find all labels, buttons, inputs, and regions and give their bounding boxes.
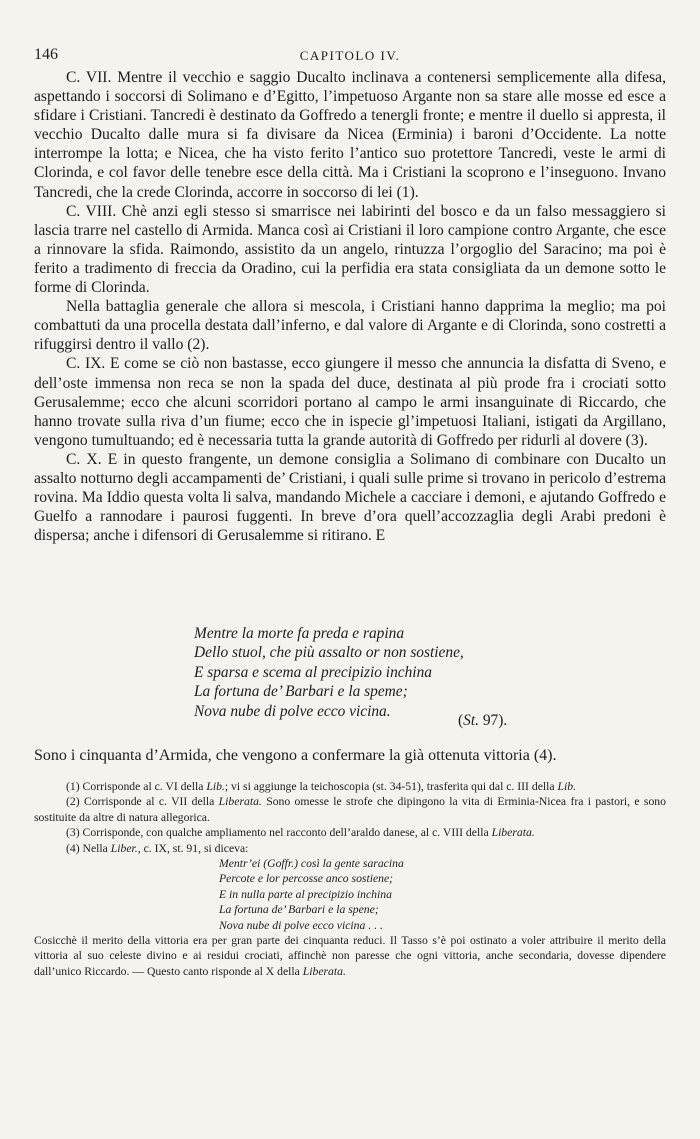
page-header: [34, 46, 666, 68]
footnote-4: (4) Nella Liber., c. IX, st. 91, si diceva:: [66, 841, 249, 855]
footnote-3: (3) Corrisponde, con qualche ampliamento nel racconto dell’araldo danese, al c. VIII della Liberata.: [66, 826, 535, 840]
paragraph-battle: Nella battaglia generale che allora si mescola, i Cristiani hanno dapprima la meglio; ma poi combattuti da una procella destata dall’inferno, e dal valore di Argante e di Clorinda, sono costretti a rifuggirsi dentro il vallo (2).: [34, 298, 666, 354]
verse-line: Mentre la morte fa preda e rapina: [194, 625, 405, 642]
paragraph-canto-8: C. VIII. Chè anzi egli stesso si smarrisce nei labirinti del bosco e da un falso messaggiero si lascia trarre nel castello di Armida. Manca così ai Cristiani il loro campione contro Argante, che esce a rinnovare la sfida. Raimondo, assistito da un angelo, rintuzza l’orgoglio del Saracino; ma poi è ferito a tradimento di freccia da Oradino, cui la perfidia era stata consigliata da un demone sotto le forme di Clorinda.: [34, 202, 666, 297]
page-number: 146: [34, 46, 58, 63]
paragraph-canto-7: C. VII. Mentre il vecchio e saggio Ducalto inclinava a contenersi semplicemente alla difesa, aspettando i soccorsi di Solimano e d’Egitto, l’impetuoso Argante non sa stare alle mosse ed esce a sfidare i Cristiani. Tancredi è destinato da Goffredo a tenergli fronte; e mentre il duello si appresta, il vecchio Ducalto dalle mura si fa divisare da Nicea (Erminia) i baroni d’Occidente. La notte interrompe la lotta; e Nicea, che ha visto ferito l’antico suo protettore Tancredi, veste le armi di Clorinda, e col favor delle tenebre esce della città. Ma i Cristiani la scoprono e l’inseguono. Invano Tancredi, che la crede Clorinda, accorre in soccorso di lei (1).: [34, 69, 666, 201]
verse-line: Nova nube di polve ecco vicina.: [194, 702, 391, 720]
conclusion-line: Sono i cinquanta d’Armida, che vengono a confermare la già ottenuta vittoria (4).: [34, 747, 557, 764]
paragraph-canto-10: C. X. E in questo frangente, un demone consiglia a Solimano di combinare con Ducalto un assalto notturno degli accampamenti de’ Cristiani, i quali sulle prime si trovano in pericolo d’estrema rovina. Ma Iddio questa volta li salva, mandando Michele a cacciare i demoni, e ajutando Goffredo e Guelfo a rannodare i paurosi fuggenti. In breve d’ora quell’accozzaglia degli Arabi predoni è dispersa; anche i difensori di Gerusalemme si ritirano. E: [34, 450, 666, 545]
paragraph-canto-9: C. IX. E come se ciò non bastasse, ecco giungere il messo che annuncia la disfatta di Sveno, e dell’oste immensa non reca se non la spada del duce, destinata al più prode fra i crociati sotto Gerusalemme; ecco che alcuni scorridori portano al campo le armi insanguinate di Riccardo, che hanno trovate sulla riva d’un fiume; ecco che in ispecie gl’impetuosi Italiani, istigati da Argillano, vengono tumultuando; ed è necessaria tutta la grande autorità di Goffredo per ridurli al dovere (3).: [34, 355, 666, 449]
footnote-verse-line: Mentr’ei (Goffr.) così la gente saracina: [219, 857, 404, 871]
main-text: [34, 68, 666, 545]
footnote-verse-line: Percote e lor percosse anco sostiene;: [219, 872, 394, 886]
footnote-verse-line: La fortuna de’ Barbari e la spene;: [219, 903, 379, 917]
verse-line: E sparsa e scema al precipizio inchina: [194, 663, 432, 681]
footnotes: [34, 779, 666, 979]
running-head: CAPITOLO IV.: [299, 48, 401, 63]
verse-reference: (St. 97).: [458, 712, 508, 729]
verse-line: La fortuna de’ Barbari e la speme;: [194, 683, 408, 701]
footnote-1: (1) Corrisponde al c. VI della Lib.; vi si aggiunge la teichoscopia (st. 34-51), trasferita qui dal c. III della Lib.: [66, 780, 577, 793]
verse-quote: [194, 624, 554, 721]
footnote-verse-line: E in nulla parte al precipizio inchina: [219, 887, 392, 901]
footnote-verse-line: Nova nube di polve ecco vicina . . .: [219, 918, 383, 932]
footnote-4-verse: [219, 856, 666, 933]
verse-line: Dello stuol, che più assalto or non sostiene,: [194, 644, 464, 662]
footnote-4-continuation: Cosicchè il merito della vittoria era per gran parte dei cinquanta reduci. Il Tasso s’è poi ostinato a voler attribuire il merito della vittoria al suo celeste divino e ai residui crociati, affinchè non paresse che ogni vittoria, anche secondaria, dovesse dipendere dall’unico Riccardo. — Questo canto risponde al X della Liberata.: [34, 934, 666, 978]
verse-reference-abbr: St.: [463, 712, 479, 729]
verse-reference-number: 97: [482, 712, 499, 729]
footnote-2: (2) Corrisponde al c. VII della Liberata. Sono omesse le strofe che dipingono la vita di Erminia-Nicea fra i pastori, e sono sostituite da altre di natura allegorica.: [34, 795, 666, 824]
